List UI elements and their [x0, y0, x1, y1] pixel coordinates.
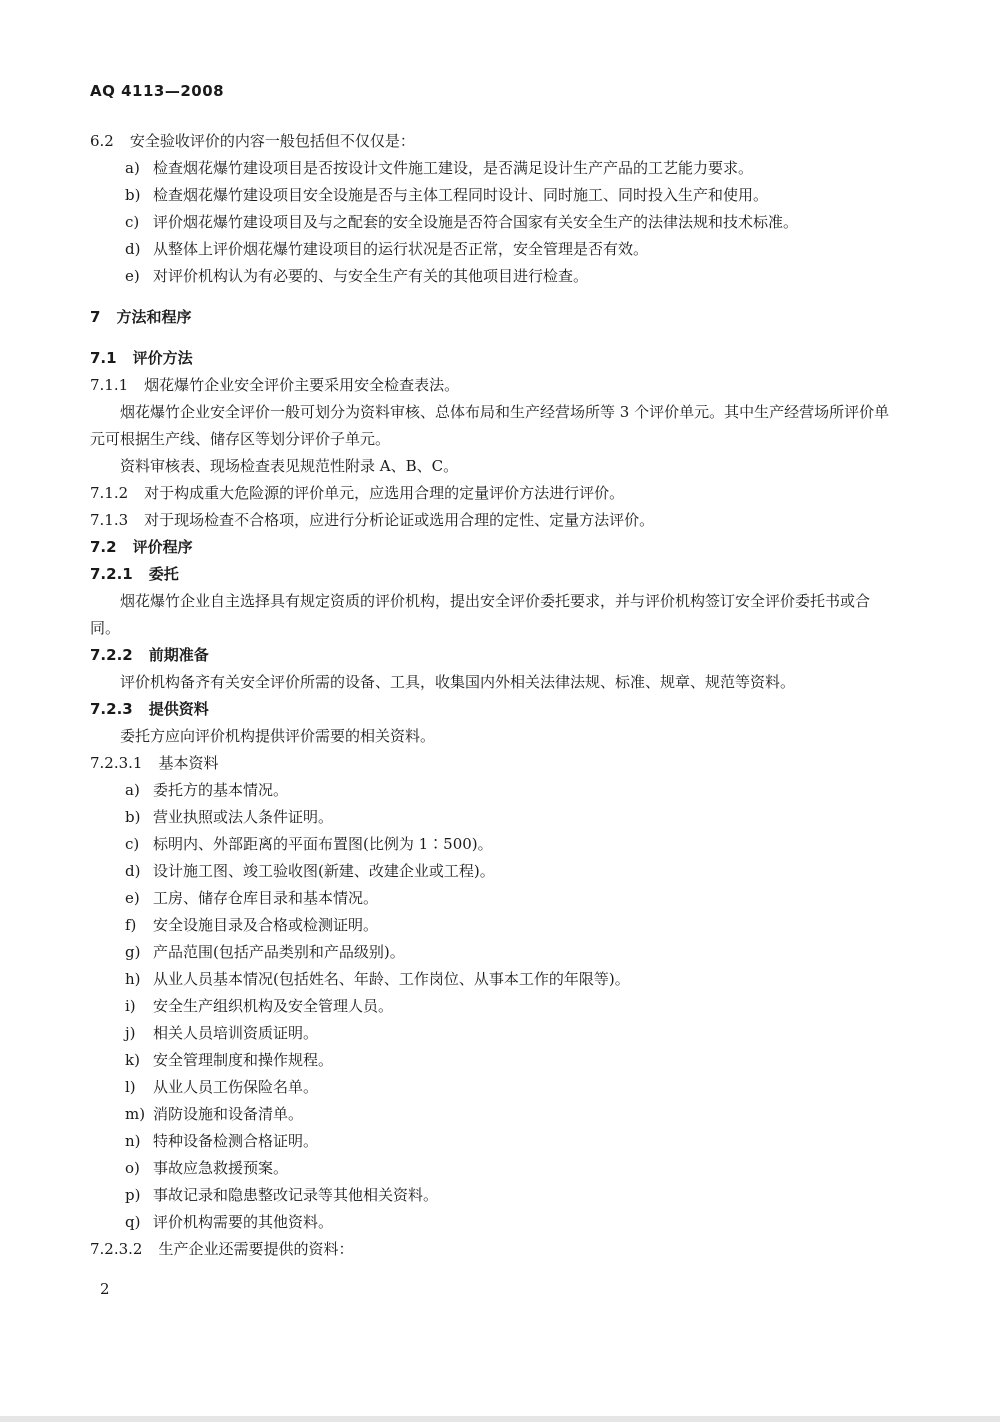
chapter-number: 7: [90, 308, 101, 326]
list-item-text: 安全设施目录及合格或检测证明。: [153, 916, 379, 934]
section-7-1-3: [90, 507, 890, 534]
paragraph: 委托方应向评价机构提供评价需要的相关资料。: [120, 727, 436, 745]
list-item-label: l): [125, 1078, 136, 1096]
list-item-label: f): [125, 916, 137, 934]
section-number: 6.2: [90, 132, 114, 150]
list-item-label: c): [125, 213, 140, 231]
section-6-2: [90, 128, 890, 155]
list-item-text: 营业执照或法人条件证明。: [153, 808, 334, 826]
list-item-text: 设计施工图、竣工验收图(新建、改建企业或工程)。: [153, 862, 495, 880]
section-number: 7.2.1: [90, 565, 133, 583]
list-item: [90, 831, 890, 858]
list-item-text: 委托方的基本情况。: [153, 781, 289, 799]
list-item: [90, 912, 890, 939]
list-item: [90, 155, 890, 182]
chapter-title: 方法和程序: [116, 308, 192, 326]
list-item-text: 评价机构需要的其他资料。: [153, 1213, 334, 1231]
list-item: [90, 804, 890, 831]
list-item-text: 特种设备检测合格证明。: [153, 1132, 319, 1150]
list-item-text: 评价烟花爆竹建设项目及与之配套的安全设施是否符合国家有关安全生产的法律法规和技术标准。: [153, 213, 799, 231]
section-text: 烟花爆竹企业安全评价主要采用安全检查表法。: [144, 376, 460, 394]
list-item: [90, 777, 890, 804]
list-item-text: 检查烟花爆竹建设项目是否按设计文件施工建设，是否满足设计生产产品的工艺能力要求。: [153, 159, 754, 177]
section-number: 7.1.1: [90, 376, 129, 394]
section-number: 7.2: [90, 538, 117, 556]
paragraph: 烟花爆竹企业安全评价一般可划分为资料审核、总体布局和生产经营场所等 3 个评价单元。其中生产经营场所评价单元可根据生产线、储存区等划分评价子单元。: [90, 403, 890, 448]
list-item-text: 对评价机构认为有必要的、与安全生产有关的其他项目进行检查。: [153, 267, 589, 285]
paragraph: 资料审核表、现场检查表见规范性附录 A、B、C。: [120, 457, 459, 475]
paragraph: 评价机构备齐有关安全评价所需的设备、工具，收集国内外相关法律法规、标准、规章、规范等资料。: [120, 673, 796, 691]
section-7-2-3-heading: [90, 696, 890, 723]
list-item: [90, 182, 890, 209]
section-number: 7.1.3: [90, 511, 129, 529]
list-item-text: 安全管理制度和操作规程。: [153, 1051, 334, 1069]
section-number: 7.1: [90, 349, 117, 367]
list-item: [90, 1182, 890, 1209]
list-item-text: 从整体上评价烟花爆竹建设项目的运行状况是否正常，安全管理是否有效。: [153, 240, 649, 258]
section-text: 对于构成重大危险源的评价单元，应选用合理的定量评价方法进行评价。: [144, 484, 625, 502]
list-item-text: 相关人员培训资质证明。: [153, 1024, 319, 1042]
section-7-2-1-heading: [90, 561, 890, 588]
list-item: [90, 1047, 890, 1074]
list-item-text: 从业人员基本情况(包括姓名、年龄、工作岗位、从事本工作的年限等)。: [153, 970, 630, 988]
list-item: [90, 1101, 890, 1128]
section-number: 7.2.3.1: [90, 754, 143, 772]
section-title: 委托: [148, 565, 179, 583]
section-title: 提供资料: [148, 700, 209, 718]
section-title: 前期准备: [148, 646, 209, 664]
section-7-2-3-2: [90, 1236, 890, 1263]
list-item-label: b): [125, 186, 141, 204]
section-text: 生产企业还需要提供的资料：: [158, 1240, 354, 1258]
list-item-label: e): [125, 267, 140, 285]
list-item-label: h): [125, 970, 141, 988]
list-item: [90, 1074, 890, 1101]
section-title: 评价程序: [132, 538, 193, 556]
section-number: 7.1.2: [90, 484, 129, 502]
list-item-text: 标明内、外部距离的平面布置图(比例为 1∶500)。: [153, 835, 493, 853]
list-item-label: m): [125, 1105, 146, 1123]
list-item-label: d): [125, 240, 141, 258]
chapter-7-heading: [90, 304, 890, 331]
list-item-label: c): [125, 835, 140, 853]
section-7-1-1: [90, 372, 890, 399]
list-item-text: 消防设施和设备清单。: [153, 1105, 304, 1123]
list-item-label: q): [125, 1213, 141, 1231]
list-item: [90, 1155, 890, 1182]
document-body: [90, 128, 890, 1263]
section-7-2-3-1: [90, 750, 890, 777]
list-item-text: 事故记录和隐患整改记录等其他相关资料。: [153, 1186, 439, 1204]
list-item: [90, 1020, 890, 1047]
list-item-label: d): [125, 862, 141, 880]
list-item-label: a): [125, 159, 140, 177]
list-item: [90, 1209, 890, 1236]
list-item-label: o): [125, 1159, 140, 1177]
list-item: [90, 1128, 890, 1155]
section-7-1-2: [90, 480, 890, 507]
list-item-label: i): [125, 997, 136, 1015]
list-item-text: 从业人员工伤保险名单。: [153, 1078, 319, 1096]
list-item-text: 工房、储存仓库目录和基本情况。: [153, 889, 379, 907]
section-number: 7.2.3.2: [90, 1240, 143, 1258]
list-item-text: 安全生产组织机构及安全管理人员。: [153, 997, 394, 1015]
section-title: 基本资料: [158, 754, 219, 772]
list-item: [90, 993, 890, 1020]
section-7-2-3-1-list: [90, 777, 890, 1236]
list-item: [90, 885, 890, 912]
section-text: 对于现场检查不合格项，应进行分析论证或选用合理的定性、定量方法评价。: [144, 511, 655, 529]
list-item-label: g): [125, 943, 141, 961]
list-item-label: b): [125, 808, 141, 826]
list-item-text: 产品范围(包括产品类别和产品级别)。: [153, 943, 405, 961]
section-text: 安全验收评价的内容一般包括但不仅仅是：: [129, 132, 415, 150]
section-7-2-2-heading: [90, 642, 890, 669]
list-item-label: p): [125, 1186, 141, 1204]
list-item-label: k): [125, 1051, 140, 1069]
section-7-1-heading: [90, 345, 890, 372]
document-code-header: AQ 4113—2008: [90, 82, 225, 100]
list-item-text: 检查烟花爆竹建设项目安全设施是否与主体工程同时设计、同时施工、同时投入生产和使用。: [153, 186, 769, 204]
list-item: [90, 939, 890, 966]
list-item: [90, 236, 890, 263]
section-7-2-heading: [90, 534, 890, 561]
paragraph: 烟花爆竹企业自主选择具有规定资质的评价机构，提出安全评价委托要求，并与评价机构签订安全评价委托书或合同。: [90, 592, 871, 637]
list-item-label: e): [125, 889, 140, 907]
page-edge: [0, 1416, 1000, 1422]
section-title: 评价方法: [132, 349, 193, 367]
section-number: 7.2.2: [90, 646, 133, 664]
list-item-label: j): [125, 1024, 136, 1042]
list-item: [90, 263, 890, 290]
section-number: 7.2.3: [90, 700, 133, 718]
list-item: [90, 966, 890, 993]
section-6-2-list: [90, 155, 890, 290]
list-item-label: a): [125, 781, 140, 799]
list-item: [90, 858, 890, 885]
list-item-text: 事故应急救援预案。: [153, 1159, 289, 1177]
page-number: 2: [100, 1280, 110, 1298]
list-item: [90, 209, 890, 236]
list-item-label: n): [125, 1132, 141, 1150]
